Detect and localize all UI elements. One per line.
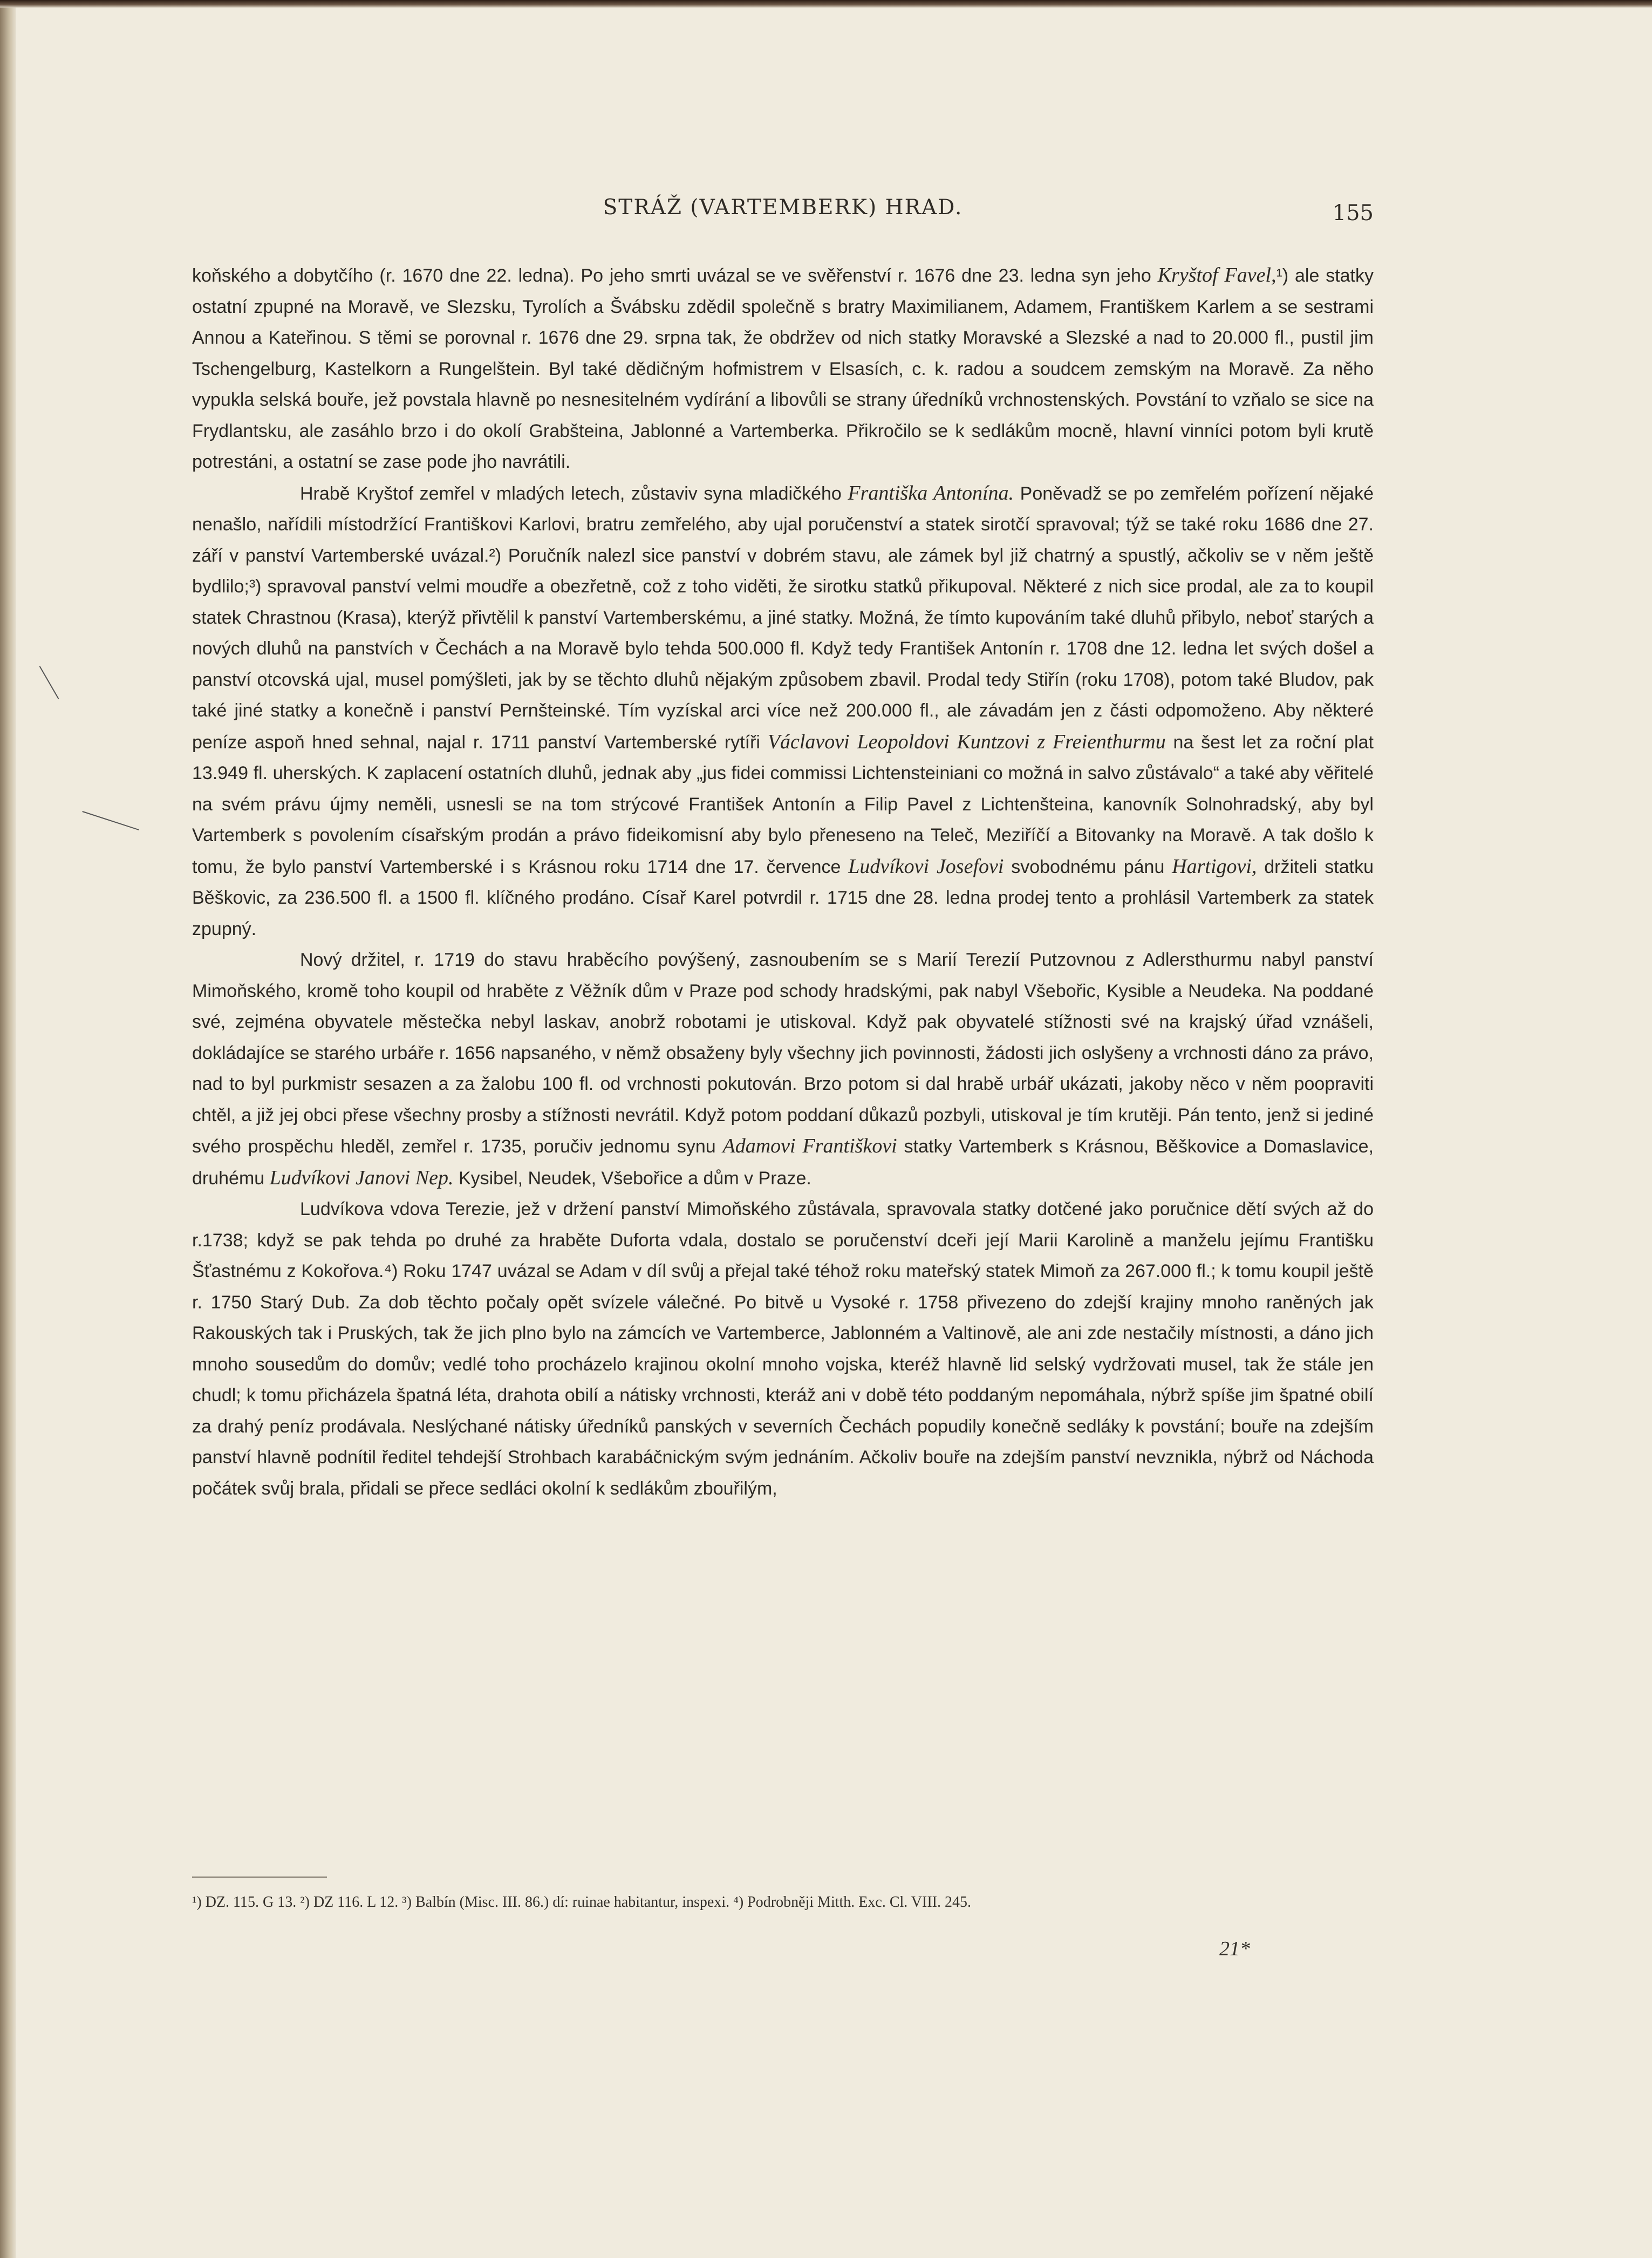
paragraph [192, 945, 1374, 1194]
text-run: Ludvíkova vdova Terezie, jež v držení panství Mimoňského zůstávala, spravovala statky dotčené jako poručnice dětí svých až do r.1738; když se pak tehda po druhé za hraběte Duforta vdala, dostalo se poručenství dceři její Marii Karolině a manželu jejímu Františku Šťastnému z Kokořova.⁴) Roku 1747 uvázal se Adam v díl svůj a přejal také téhož roku mateřský statek Mimoň za 267.000 fl.; k tomu koupil ještě r. 1750 Starý Dub. Za dob těchto počaly opět svízele válečné. Po bitvě u Vysoké r. 1758 přivezeno do zdejší krajiny mnoho raněných jak Rakouských tak i Pruských, tak že jich plno bylo na zámcích ve Vartemberce, Jablonném a Valtinově, ale ani zde nestačily místnosti, a dáno jich mnoho sousedům do domův; vedlé toho procházelo krajinou okolní mnoho vojska, kteréž hlavně lid selský vydržovati musel, tak že stále jen chudl; k tomu přicházela špatná léta, drahota obilí a nátisky vrchnosti, kteráž ani v době této poddaným nepomáhala, nýbrž spíše jim špatné obilí za drahý peníz prodávala. Neslýchané nátisky úředníků panských v severních Čechách popudily konečně sedláky k povstání; bouře na zdejším panství hlavně podnítil ředitel tehdejší Strohbach karabáčnickým svým jednáním. Ačkoliv bouře na zdejším panství nevznikla, nýbrž od Náchoda počátek svůj brala, přidali se přece sedláci okolní k sedlákům zbouřilým, [192, 1199, 1374, 1499]
text-run: Nový držitel, r. 1719 do stavu hraběcího povýšený, zasnoubením se s Marií Terezií Putzovnou z Adlersthurmu nabyl panství Mimoňského, kromě toho koupil od hraběte z Věžník dům v Praze pod schody hradskými, pak nabyl Všebořic, Kysible a Neudeka. Na poddané své, zejména obyvatele městečka nebyl laskav, anobrž robotami je utiskoval. Když pak obyvatelé stížnosti své na krajský úřad vznášeli, dokládajíce se starého urbáře r. 1656 napsaného, v němž obsaženy byly všechny jich povinnosti, žádosti jich oslyšeny a vrchnosti dáno za právo, nad to byl purkmistr sesazen a za žalobu 100 fl. od vrchnosti pokutován. Brzo potom si dal hrabě urbář ukázati, jakoby něco v něm poopraviti chtěl, a již jej obci přese všechny prosby a stížnosti nevrátil. Když potom poddaní důkazů pozbyli, utiskoval je tím krutěji. Pán tento, jenž si jediné svého prospěchu hleděl, zemřel r. 1735, poručiv jednomu synu [192, 950, 1374, 1157]
signature-mark: 21* [1219, 1938, 1250, 1960]
text-run: Hrabě Kryštof zemřel v mladých letech, zůstaviv syna mladičkého [300, 483, 848, 504]
body-text [192, 260, 1374, 1504]
paragraph [192, 260, 1374, 478]
footnotes: ¹) DZ. 115. G 13. ²) DZ 116. L 12. ³) Balbín (Misc. III. 86.) dí: ruinae habitantur, inspexi. ⁴) Podrobněji Mitth. Exc. Cl. VIII. 245. [192, 1894, 971, 1911]
running-title: STRÁŽ (VARTEMBERK) HRAD. [603, 195, 963, 220]
italic-name: Václavovi Leopoldovi Kuntzovi z Freienthurmu [767, 730, 1166, 753]
book-spine-shadow [0, 0, 16, 2258]
text-run: Kysibel, Neudek, Všebořice a dům v Praze. [453, 1168, 811, 1189]
italic-name: Františka Antonína. [848, 481, 1014, 504]
italic-name: Adamovi Františkovi [722, 1135, 897, 1157]
paragraph [192, 478, 1374, 945]
text-run: svobodnému pánu [1004, 856, 1172, 877]
text-run: na šest let za roční plat 13.949 fl. uherských. K zaplacení ostatních dluhů, jednak aby „jus fidei commissi Lichtensteiniani co možná in salvo zůstávalo“ a také aby věřitelé na svém právu újmy neměli, usnesli se na tom strýcové František Antonín a Filip Pavel z Lichtenšteina, kanovník Solnohradský, aby byl Vartemberk s povolením císařským prodán a právo fideikomisní aby bylo přeneseno na Teleč, Meziříčí a Bitovanky na Moravě. A tak došlo k tomu, že bylo panství Vartemberské i s Krásnou roku 1714 dne 17. července [192, 732, 1374, 877]
footnote-separator [192, 1877, 327, 1878]
text-run: koňského a dobytčího (r. 1670 dne 22. ledna). Po jeho smrti uvázal se ve svěřenství r. 1676 dne 23. ledna syn jeho [192, 265, 1158, 286]
italic-name: Ludvíkovi Josefovi [848, 855, 1004, 878]
page-top-edge [0, 0, 1652, 8]
text-run: ¹) ale statky ostatní zpupné na Moravě, ve Slezsku, Tyrolích a Švábsku zdědil společně s bratry Maximilianem, Adamem, Františkem Karlem a se sestrami Annou a Kateřinou. S těmi se porovnal r. 1676 dne 29. srpna tak, že obdržev od nich statky Moravské a Slezské a nad to 20.000 fl., pustil jim Tschengelburg, Kastelkorn a Rungelštein. Byl také dědičným hofmistrem v Elsasích, c. k. radou a soudcem zemským na Moravě. Za něho vypukla selská bouře, jež povstala hlavně po nesnesitelném vydírání a libovůli se strany úředníků vrchnostenských. Povstání to vzňalo se sice na Frydlantsku, ale zasáhlo brzo i do okolí Grabšteina, Jablonné a Vartemberka. Přikročilo se k sedlákům mocně, hlavní vinníci potom byli krutě potrestáni, a ostatní se zase pode jho navrátili. [192, 265, 1374, 472]
text-run: statky Vartemberk s Krásnou, Běškovice a Domaslavice, druhému [192, 1136, 1374, 1189]
italic-name: Hartigovi, [1172, 855, 1257, 878]
page-number: 155 [1332, 201, 1374, 226]
italic-name: Ludvíkovi Janovi Nep. [269, 1166, 454, 1189]
text-run: Poněvadž se po zemřelém pořízení nějaké nenašlo, nařídili místodržící Františkovi Karlovi, bratru zemřelého, aby ujal poručenství a statek sirotčí spravoval; týž se také roku 1686 dne 27. září v panství Vartemberské uvázal.²) Poručník nalezl sice panství v dobrém stavu, ale zámek byl již chatrný a spustlý, ačkoliv se v něm ještě bydlilo;³) spravoval panství velmi moudře a obezřetně, což z toho viděti, že sirotku statků přikupoval. Některé z nich sice prodal, ale za to koupil statek Chrastnou (Krasa), kterýž přivtělil k panství Vartemberskému, a jiné statky. Možná, že tímto kupováním také dluhů přibylo, neboť starých a nových dluhů na panstvích v Čechách a na Moravě bylo tehda 500.000 fl. Když tedy František Antonín r. 1708 dne 12. ledna let svých došel a panství otcovská ujal, musel pomýšleti, jak by se těchto dluhů nějakým způsobem zbavil. Prodal tedy Stiřín (roku 1708), potom také Bludov, pak také jiné statky a konečně i panství Pernšteinské. Tím vyzískal arci více než 200.000 fl., ale závadám jen z části odpomoženo. Aby některé peníze aspoň hned sehnal, najal r. 1711 panství Vartemberské rytíři [192, 483, 1374, 753]
paragraph [192, 1194, 1374, 1504]
italic-name: Kryštof Favel, [1157, 264, 1276, 286]
text-run: držiteli statku Běškovic, za 236.500 fl. a 1500 fl. klíčného prodáno. Císař Karel potvrdil r. 1715 dne 28. ledna prodej tento a prohlásil Vartemberk za statek zpupný. [192, 856, 1374, 939]
running-header [192, 195, 1374, 228]
